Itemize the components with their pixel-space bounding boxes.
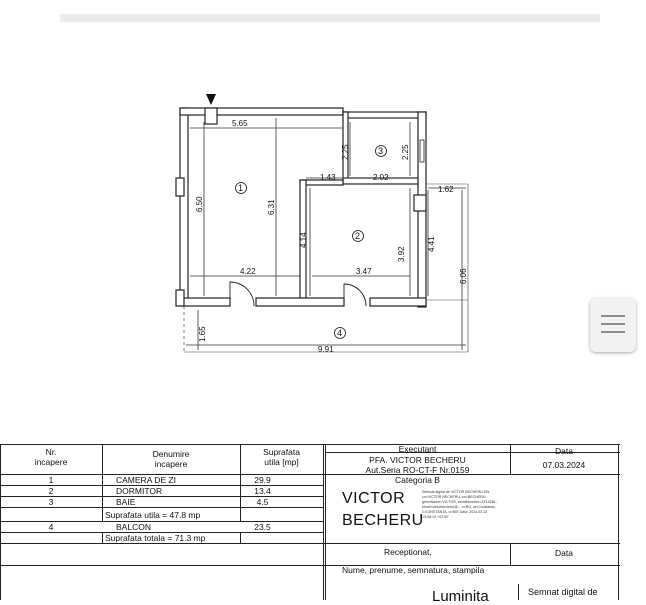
- wall-bottom-2: [256, 298, 344, 306]
- window-bath: [420, 140, 424, 162]
- nume-prenume-label: Nume, prenume, semnatura, stampila: [342, 565, 485, 575]
- dim-inner-height: 6.31: [267, 199, 276, 215]
- row-4-nr: 4: [48, 522, 54, 532]
- dim-top-width: 5.65: [232, 119, 248, 128]
- row-4-name: BALCON: [116, 522, 151, 532]
- dim-room2-right: 3.92: [397, 246, 406, 262]
- room-number-4: 4: [337, 328, 343, 338]
- dim-step-3: 1.62: [438, 185, 454, 194]
- header-suprafata: Suprafata utila [mp]: [263, 447, 300, 467]
- dim-balcony-height: 1.65: [198, 326, 207, 342]
- executant-authorization: Aut.Seria RO-CT-F Nr.0159: [365, 465, 470, 475]
- wall-notch-bottom-left: [176, 290, 184, 306]
- dim-bottom-mid: 3.47: [356, 267, 372, 276]
- dim-room3-left: 2.25: [341, 144, 350, 160]
- entry-arrow-icon: [206, 94, 216, 105]
- receptionat-date-label: Data: [555, 548, 573, 558]
- dim-left-height: 6.50: [195, 196, 204, 212]
- room-number-3: 3: [378, 146, 384, 156]
- signature-name-1: VICTOR: [342, 490, 406, 507]
- room-labels: [236, 146, 387, 339]
- menu-line-icon: [601, 331, 625, 333]
- dim-total-width: 9.91: [318, 345, 334, 354]
- row-2-area: 13.4: [254, 486, 271, 496]
- executant-firm: PFA. VICTOR BECHERU: [369, 455, 466, 465]
- luminita-signature: Luminita: [432, 588, 489, 605]
- room-number-1: 1: [238, 183, 244, 193]
- wall-notch-left: [176, 178, 184, 196]
- wall-top-step: [205, 108, 217, 124]
- scroll-handle[interactable]: [590, 298, 636, 352]
- row-3-nr: 3: [48, 497, 54, 507]
- dim-room3-right: 2.25: [401, 144, 410, 160]
- row-1-area: 29.9: [254, 475, 271, 485]
- row-1-nr: 1: [48, 475, 54, 485]
- wall-notch-right: [414, 195, 426, 211]
- wall-top-right: [343, 112, 426, 118]
- suprafata-totala: Suprafata totala = 71.3 mp: [105, 533, 206, 543]
- suprafata-utila: Suprafata utila = 47.8 mp: [105, 510, 201, 520]
- menu-line-icon: [601, 323, 625, 325]
- dim-step-2: 2.02: [373, 173, 389, 182]
- dim-bottom-left: 4.22: [240, 267, 256, 276]
- menu-line-icon: [601, 315, 625, 317]
- receptionat-label: Receptionat,: [384, 547, 432, 557]
- row-3-name: BAIE: [116, 497, 136, 507]
- dim-room2-left: 4.14: [299, 232, 308, 248]
- row-4-area: 23.5: [254, 522, 271, 532]
- row-2-name: DORMITOR: [116, 486, 163, 496]
- wall-bottom-3: [370, 298, 426, 306]
- header-nr: Nr. incapere: [34, 447, 68, 467]
- door-living: [230, 282, 254, 306]
- header-executant: Executant: [398, 444, 437, 454]
- semnat-digital-label: Semnat digital de: [528, 587, 598, 597]
- dimension-labels: [195, 119, 468, 354]
- header-data: Data: [555, 446, 573, 456]
- executant-category: Categoria B: [395, 475, 440, 485]
- row-3-area: 4.5: [256, 497, 269, 507]
- dim-right-height: 4.41: [427, 236, 436, 252]
- dim-far-right: 6.06: [459, 268, 468, 284]
- digital-signature-text: Semnat digital de VICTOR BECHERU DN: cn=VICTOR BECHERU, sn=BECHERU, givenName=VICTOR, serialNumber=2331036... email=victorbecheru@... c=RO, st=Constanta, l=CONSTANTA, o=NIE Data: 2024.03.12 13:08:10 +02'00': [422, 490, 499, 519]
- executant-date: 07.03.2024: [542, 460, 586, 470]
- header-denumire: Denumire incapere: [152, 449, 190, 469]
- signature-name-2: BECHERU: [342, 512, 424, 529]
- room-number-2: 2: [355, 231, 361, 241]
- wall-bottom-1: [180, 298, 230, 306]
- dim-step-1: 1.43: [320, 173, 336, 182]
- row-1-name: CAMERA DE ZI: [116, 475, 176, 485]
- row-2-nr: 2: [48, 486, 54, 496]
- door-bedroom: [344, 284, 366, 306]
- wall-left: [180, 108, 188, 305]
- apartment-walls: [176, 108, 426, 307]
- title-block: [0, 444, 646, 605]
